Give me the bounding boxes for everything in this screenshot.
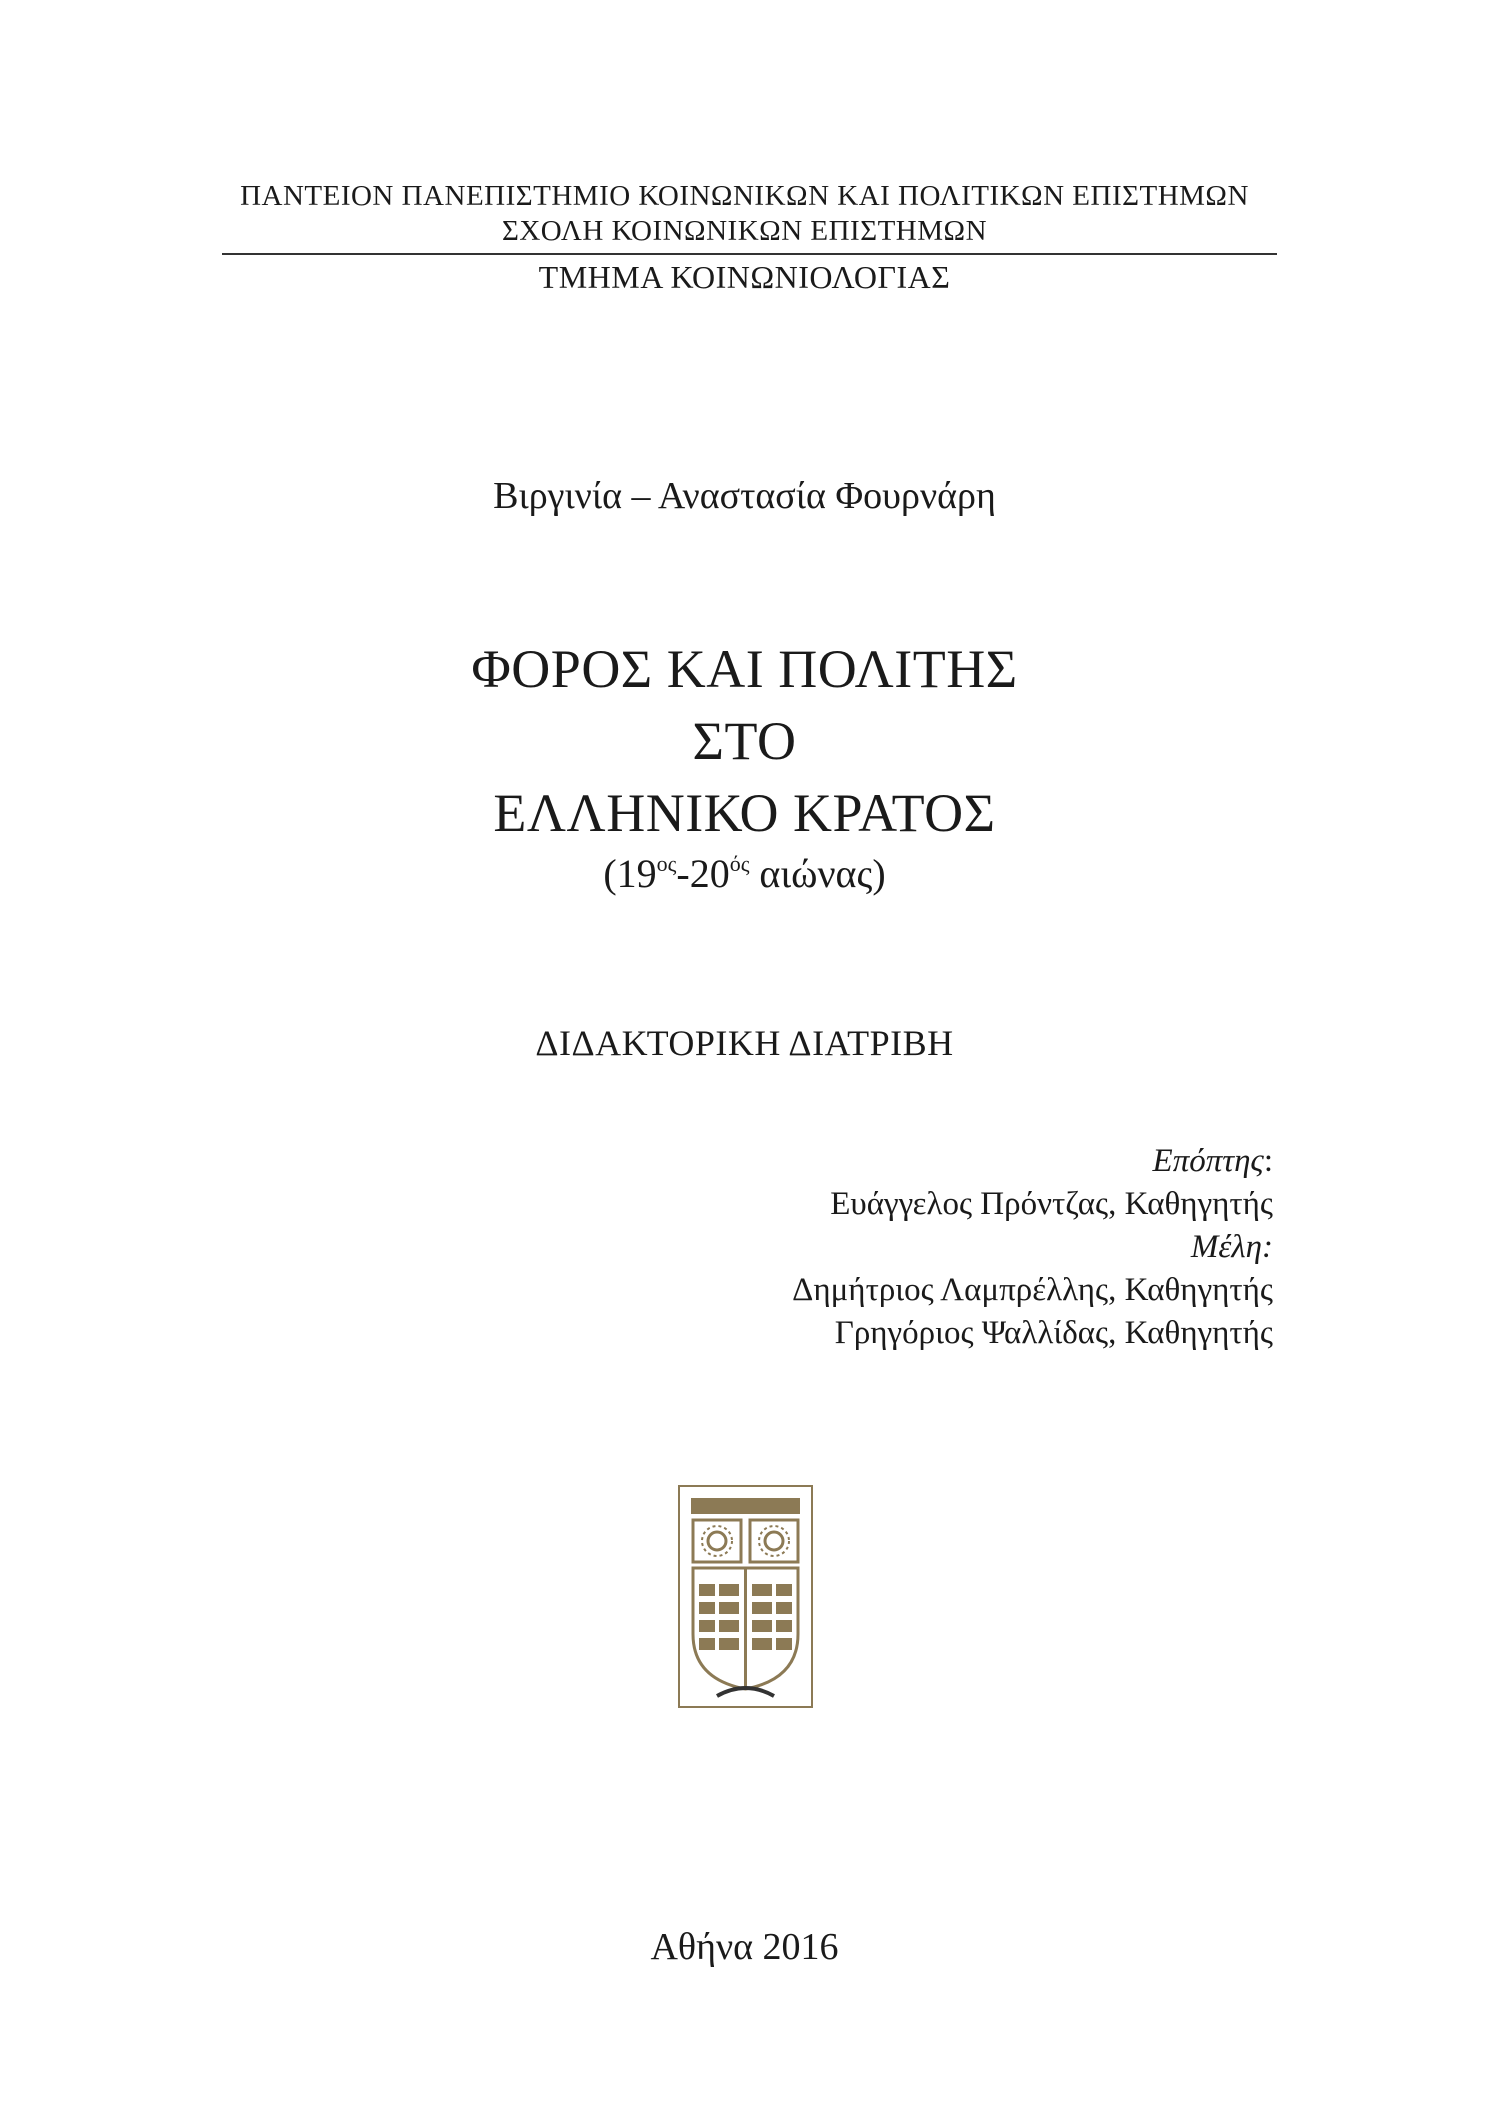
place-and-year: Αθήνα 2016 — [650, 1926, 839, 1968]
thesis-subtitle — [0, 850, 1489, 897]
supervisor-name: Ευάγγελος Πρόντζας, Καθηγητής — [830, 1186, 1273, 1222]
supervisor-label-colon: : — [1263, 1143, 1273, 1179]
header-divider — [222, 253, 1277, 255]
subtitle-rest: αιώνας) — [749, 851, 886, 896]
supervisor-label: Επόπτης — [1152, 1143, 1264, 1179]
school-name: ΣΧΟΛΗ ΚΟΙΝΩΝΙΚΩΝ ΕΠΙΣΤΗΜΩΝ — [501, 215, 988, 247]
subtitle-range: -20 — [676, 851, 730, 896]
committee-member: Γρηγόριος Ψαλλίδας, Καθηγητής — [834, 1315, 1273, 1351]
department-name: ΤΜΗΜΑ ΚΟΙΝΩΝΙΟΛΟΓΙΑΣ — [538, 259, 951, 295]
thesis-title-line-2: ΣΤΟ — [692, 711, 797, 771]
committee-block — [792, 1140, 1273, 1355]
committee-member: Δημήτριος Λαμπρέλλης, Καθηγητής — [792, 1272, 1273, 1308]
subtitle-ordinal-2: ός — [729, 851, 750, 876]
subtitle-open: (19 — [603, 851, 657, 896]
thesis-type: ΔΙΔΑΚΤΟΡΙΚΗ ΔΙΑΤΡΙΒΗ — [535, 1023, 954, 1063]
university-crest-icon — [677, 1484, 814, 1709]
thesis-title-line-1: ΦΟΡΟΣ ΚΑΙ ΠΟΛΙΤΗΣ — [471, 639, 1018, 699]
thesis-title-line-3: ΕΛΛΗΝΙΚΟ ΚΡΑΤΟΣ — [493, 783, 996, 843]
university-name: ΠΑΝΤΕΙΟΝ ΠΑΝΕΠΙΣΤΗΜΙΟ ΚΟΙΝΩΝΙΚΩΝ ΚΑΙ ΠΟΛΙΤΙΚΩΝ ΕΠΙΣΤΗΜΩΝ — [240, 180, 1249, 212]
supervisor-label-line — [792, 1140, 1273, 1183]
author-name: Βιργινία – Αναστασία Φουρνάρη — [493, 475, 996, 517]
subtitle-ordinal-1: ος — [656, 851, 677, 876]
members-label: Μέλη: — [1190, 1229, 1273, 1265]
